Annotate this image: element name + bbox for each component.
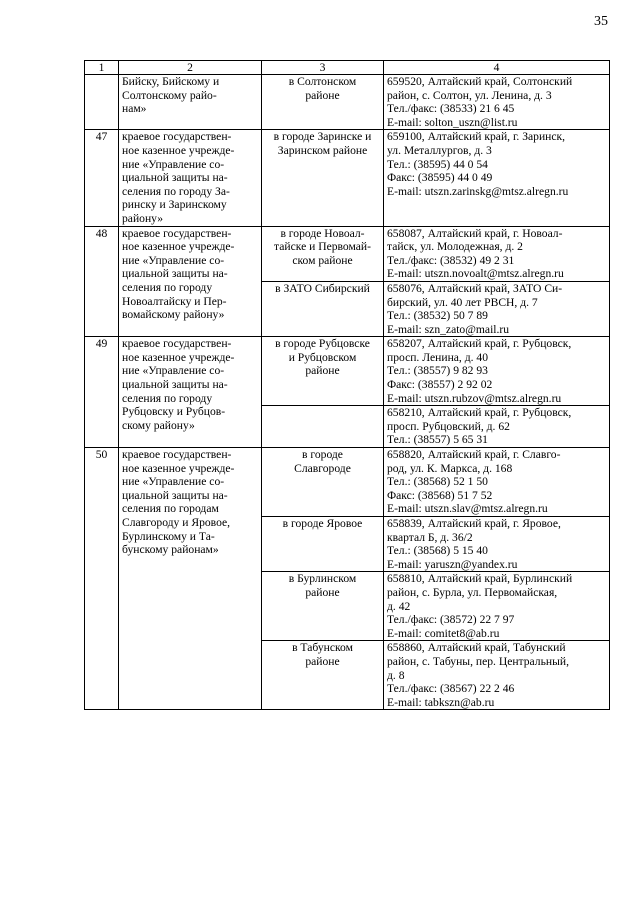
institution-name	[119, 130, 262, 226]
institution-name-line: ное казенное учрежде-	[122, 461, 235, 475]
address-line: E-mail: utszn.novoalt@mtsz.alregn.ru	[387, 267, 564, 281]
address-line: д. 42	[387, 599, 411, 613]
district-line: и Рубцовском	[288, 350, 357, 364]
district-line: районе	[305, 364, 340, 378]
address-line: Факс: (38557) 2 92 02	[387, 378, 493, 392]
table-body	[85, 75, 610, 710]
address-line: квартал Б, д. 36/2	[387, 530, 473, 544]
header-col-1: 1	[85, 61, 119, 75]
address-line: E-mail: utszn.rubzov@mtsz.alregn.ru	[387, 391, 562, 405]
table-row	[85, 448, 610, 517]
address-line: Тел./факс: (38567) 22 2 46	[387, 682, 515, 696]
address-line: 659520, Алтайский край, Солтонский	[387, 75, 573, 88]
district-line: в городе Новоал-	[280, 226, 365, 240]
address-cell	[384, 641, 610, 710]
address-cell	[384, 281, 610, 336]
address-line: Тел./факс: (38533) 21 6 45	[387, 102, 515, 116]
table-row	[85, 130, 610, 226]
district-line: Славгороде	[294, 461, 351, 475]
institution-name-line: ринску и Заринскому	[122, 198, 227, 212]
header-col-3: 3	[262, 61, 384, 75]
district-cell	[262, 641, 384, 710]
address-line: E-mail: utszn.slav@mtsz.alregn.ru	[387, 502, 548, 516]
institution-name-line: краевое государствен-	[122, 448, 232, 462]
address-line: Тел.: (38557) 5 65 31	[387, 433, 488, 447]
district-cell	[262, 406, 384, 448]
address-line: 658210, Алтайский край, г. Рубцовск,	[387, 406, 572, 420]
table-row	[85, 337, 610, 406]
district-line: в ЗАТО Сибирский	[275, 281, 370, 295]
address-cell	[384, 406, 610, 448]
institution-name-line: Бийску, Бийскому и	[122, 75, 220, 88]
institution-name-line: селения по городу	[122, 391, 213, 405]
table-row	[85, 75, 610, 130]
address-cell	[384, 517, 610, 572]
address-line: Тел.: (38568) 52 1 50	[387, 475, 488, 489]
district-line: в Солтонском	[288, 75, 357, 88]
address-line: род, ул. К. Маркса, д. 168	[387, 461, 513, 475]
district-cell	[262, 281, 384, 336]
institution-name	[119, 226, 262, 337]
district-cell	[262, 226, 384, 281]
address-line: E-mail: comitet8@ab.ru	[387, 626, 500, 640]
institution-name-line: краевое государствен-	[122, 337, 232, 351]
institution-name-line: ное казенное учрежде-	[122, 240, 235, 254]
row-number: 49	[85, 337, 119, 448]
address-line: район, с. Бурла, ул. Первомайская,	[387, 585, 558, 599]
address-line: 658810, Алтайский край, Бурлинский	[387, 572, 573, 586]
institution-name-line: селения по городу	[122, 280, 213, 294]
address-line: E-mail: tabkszn@ab.ru	[387, 695, 495, 709]
district-line: в Бурлинском	[288, 572, 357, 586]
address-line: 659100, Алтайский край, г. Заринск,	[387, 130, 566, 144]
district-line: в городе Яровое	[282, 517, 363, 530]
district-line: в городе	[302, 448, 343, 462]
district-line: районе	[305, 585, 340, 599]
institution-name-line: Славгороду и Яровое,	[122, 516, 231, 529]
address-cell	[384, 75, 610, 130]
address-line: Тел.: (38557) 9 82 93	[387, 364, 488, 378]
address-line: 658860, Алтайский край, Табунский	[387, 641, 566, 655]
address-cell	[384, 448, 610, 517]
table-row	[85, 226, 610, 281]
institution-name-line: району»	[122, 211, 164, 225]
district-cell	[262, 448, 384, 517]
address-line: просп. Ленина, д. 40	[387, 350, 489, 364]
address-line: E-mail: yaruszn@yandex.ru	[387, 557, 518, 571]
institution-name-line: Солтонскому райо-	[122, 88, 217, 102]
institution-name-line: циальной защиты на-	[122, 171, 228, 185]
district-line: в Табунском	[292, 641, 353, 655]
address-line: Факс: (38568) 51 7 52	[387, 488, 493, 502]
address-line: район, с. Солтон, ул. Ленина, д. 3	[387, 88, 552, 102]
address-line: Тел./факс: (38532) 49 2 31	[387, 253, 515, 267]
district-line: Заринском районе	[277, 143, 368, 157]
address-cell	[384, 337, 610, 406]
address-line: 658087, Алтайский край, г. Новоал-	[387, 226, 563, 240]
institution-name-line: ние «Управление со-	[122, 475, 225, 489]
agency-table	[84, 60, 610, 710]
institution-name-line: Новоалтайску и Пер-	[122, 294, 227, 308]
district-cell	[262, 75, 384, 130]
address-line: д. 8	[387, 668, 405, 682]
institution-name-line: ное казенное учрежде-	[122, 143, 235, 157]
institution-name-line: скому району»	[122, 418, 195, 432]
institution-name-line: ние «Управление со-	[122, 364, 225, 378]
address-line: E-mail: utszn.zarinskg@mtsz.alregn.ru	[387, 184, 569, 198]
address-line: Тел.: (38568) 5 15 40	[387, 544, 488, 558]
header-col-4: 4	[384, 61, 610, 75]
district-line: в городе Рубцовске	[275, 337, 370, 351]
row-number: 50	[85, 448, 119, 710]
address-cell	[384, 226, 610, 281]
district-line: ском районе	[292, 253, 353, 267]
district-line: тайске и Первомай-	[274, 240, 371, 254]
institution-name-line: ное казенное учрежде-	[122, 350, 235, 364]
institution-name-line: селения по городу За-	[122, 184, 230, 198]
institution-name-line: циальной защиты на-	[122, 488, 228, 502]
district-cell	[262, 337, 384, 406]
institution-name-line: краевое государствен-	[122, 130, 232, 144]
row-number: 47	[85, 130, 119, 226]
address-line: Тел.: (38532) 50 7 89	[387, 309, 488, 323]
institution-name	[119, 337, 262, 448]
address-line: бирский, ул. 40 лет РВСН, д. 7	[387, 295, 538, 309]
address-line: E-mail: solton_uszn@list.ru	[387, 115, 518, 129]
header-row	[85, 61, 610, 75]
address-line: Тел.: (38595) 44 0 54	[387, 157, 488, 171]
address-line: 658839, Алтайский край, г. Яровое,	[387, 517, 561, 530]
header-col-2: 2	[119, 61, 262, 75]
address-line: Тел./факс: (38572) 22 7 97	[387, 613, 515, 627]
address-line: 658820, Алтайский край, г. Славго-	[387, 448, 561, 462]
page-number: 35	[594, 14, 608, 29]
institution-name-line: селения по городам	[122, 502, 219, 516]
institution-name-line: ние «Управление со-	[122, 157, 225, 171]
address-line: тайск, ул. Молодежная, д. 2	[387, 240, 523, 254]
institution-name	[119, 75, 262, 130]
row-number: 48	[85, 226, 119, 337]
institution-name-line: Бурлинскому и Та-	[122, 529, 215, 543]
district-line: районе	[305, 88, 340, 102]
district-cell	[262, 130, 384, 226]
institution-name-line: вомайскому району»	[122, 308, 225, 322]
district-cell	[262, 517, 384, 572]
address-line: ул. Металлургов, д. 3	[387, 143, 492, 157]
address-line: E-mail: szn_zato@mail.ru	[387, 322, 510, 336]
institution-name	[119, 448, 262, 710]
institution-name-line: Рубцовску и Рубцов-	[122, 405, 226, 419]
address-cell	[384, 572, 610, 641]
district-line: в городе Заринске и	[273, 130, 372, 144]
address-cell	[384, 130, 610, 226]
address-line: 658207, Алтайский край, г. Рубцовск,	[387, 337, 572, 351]
district-line: районе	[305, 654, 340, 668]
institution-name-line: краевое государствен-	[122, 226, 232, 240]
address-line: просп. Рубцовский, д. 62	[387, 419, 510, 433]
institution-name-line: циальной защиты на-	[122, 378, 228, 392]
institution-name-line: бунскому районам»	[122, 543, 219, 557]
address-line: 658076, Алтайский край, ЗАТО Си-	[387, 281, 563, 295]
district-cell	[262, 572, 384, 641]
address-line: район, с. Табуны, пер. Центральный,	[387, 654, 569, 668]
address-line: Факс: (38595) 44 0 49	[387, 171, 493, 185]
row-number	[85, 75, 119, 130]
institution-name-line: циальной защиты на-	[122, 267, 228, 281]
institution-name-line: нам»	[122, 102, 147, 116]
institution-name-line: ние «Управление со-	[122, 253, 225, 267]
